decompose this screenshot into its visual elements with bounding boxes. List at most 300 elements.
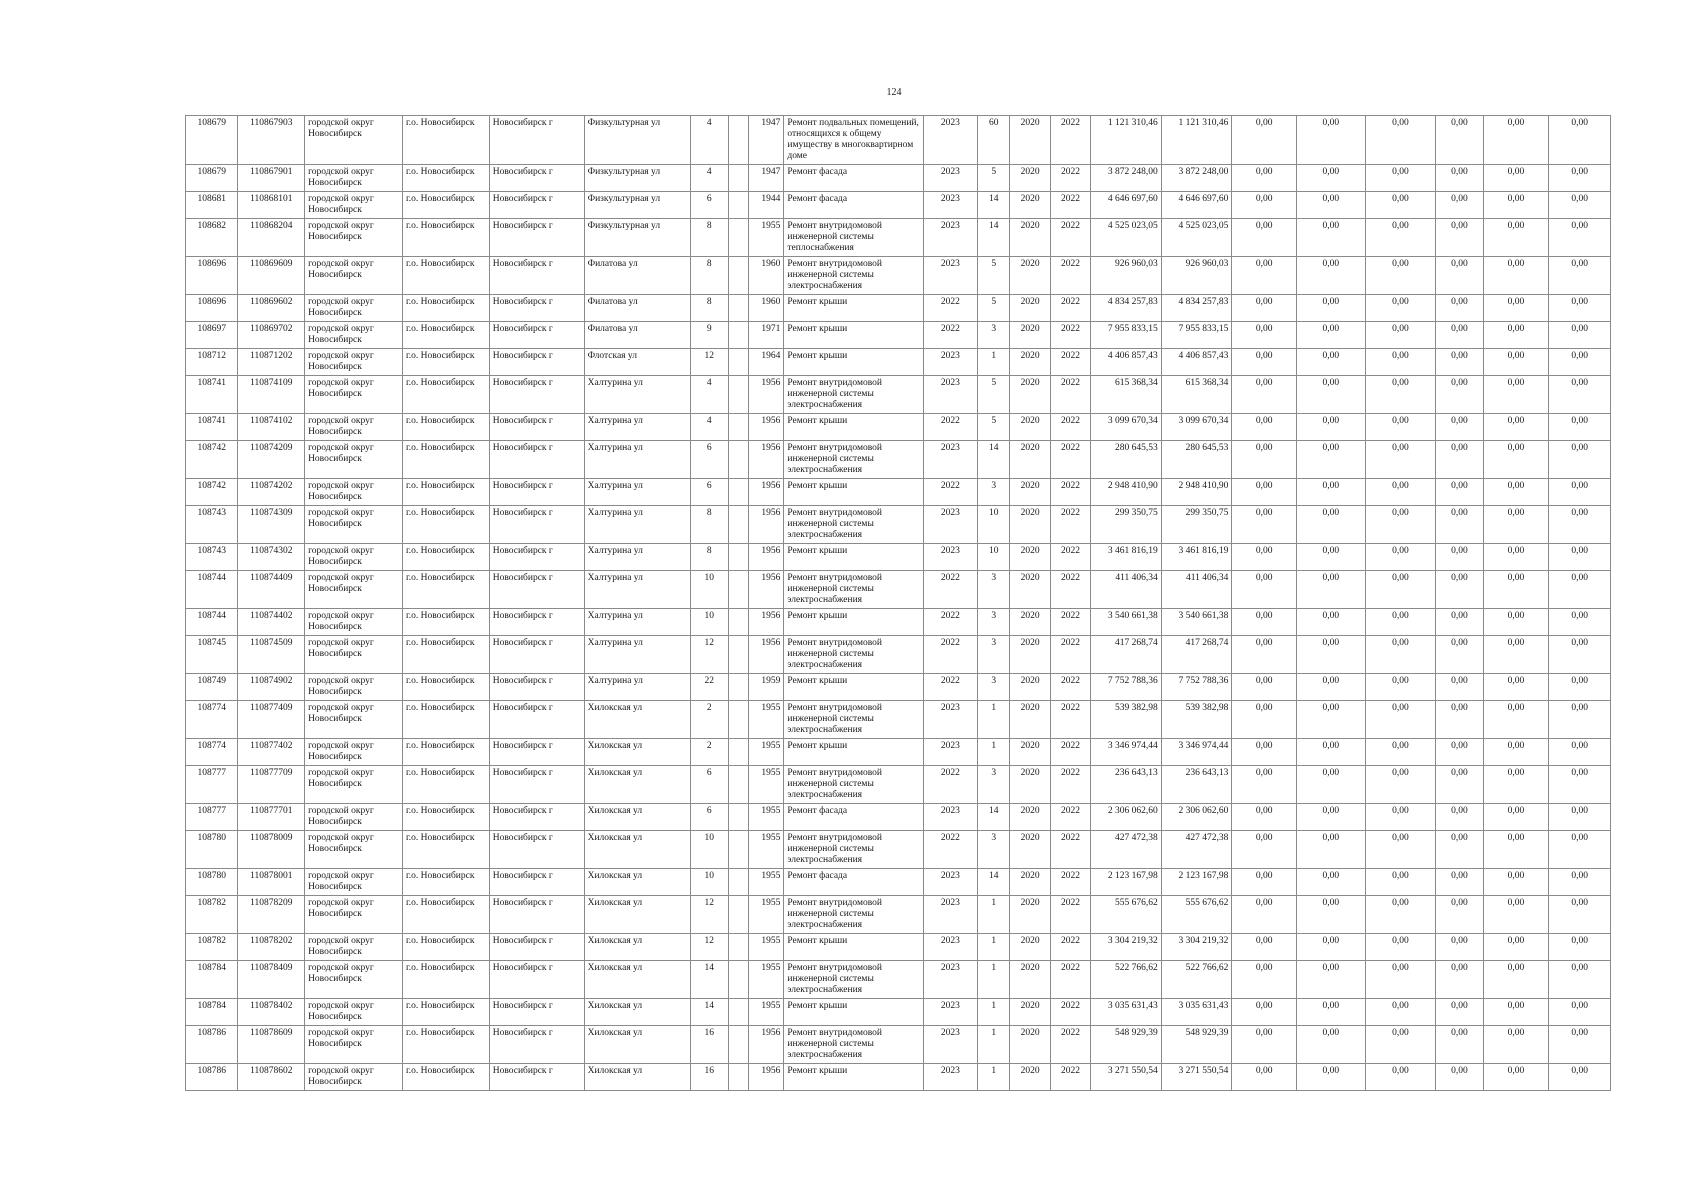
cell-work-type: Ремонт фасада	[784, 165, 923, 192]
cell-municipality: городской округ Новосибирск	[305, 869, 403, 896]
cell-regional-fund: 522 766,62	[1161, 961, 1232, 999]
cell-municipal-district: г.о. Новосибирск	[402, 349, 489, 376]
cell-extra-funds: 0,00	[1549, 219, 1611, 257]
cell-extra-funds: 0,00	[1549, 609, 1611, 636]
cell-plan-year: 2023	[923, 999, 977, 1026]
cell-total-cost: 417 268,74	[1091, 636, 1162, 674]
cell-regional-budget: 0,00	[1296, 295, 1365, 322]
cell-locality: Новосибирск г	[489, 961, 584, 999]
cell-program-id: 110868204	[238, 219, 305, 257]
cell-regional-budget: 0,00	[1296, 479, 1365, 506]
cell-federal-funds: 0,00	[1232, 295, 1297, 322]
cell-period-end: 2022	[1050, 609, 1090, 636]
cell-regional-fund: 548 929,39	[1161, 1026, 1232, 1064]
cell-year-built: 1956	[749, 571, 784, 609]
cell-building	[728, 869, 748, 896]
cell-plan-year: 2023	[923, 896, 977, 934]
cell-work-type: Ремонт крыши	[784, 674, 923, 701]
cell-period-start: 2020	[1010, 869, 1050, 896]
cell-owners-funds: 0,00	[1436, 441, 1483, 479]
cell-house-number: 22	[690, 674, 728, 701]
cell-federal-funds: 0,00	[1232, 116, 1297, 165]
cell-extra-funds: 0,00	[1549, 961, 1611, 999]
cell-house-id: 108682	[186, 219, 238, 257]
cell-street: Флотская ул	[584, 349, 690, 376]
cell-regional-budget: 0,00	[1296, 414, 1365, 441]
cell-period-end: 2022	[1050, 219, 1090, 257]
cell-federal-funds: 0,00	[1232, 739, 1297, 766]
cell-extra-funds: 0,00	[1549, 257, 1611, 295]
table-row	[186, 934, 1611, 961]
table-row	[186, 999, 1611, 1026]
cell-regional-budget: 0,00	[1296, 571, 1365, 609]
cell-regional-budget: 0,00	[1296, 441, 1365, 479]
cell-municipal-district: г.о. Новосибирск	[402, 479, 489, 506]
cell-regional-fund: 3 461 816,19	[1161, 544, 1232, 571]
cell-owners-funds: 0,00	[1436, 934, 1483, 961]
cell-total-cost: 926 960,03	[1091, 257, 1162, 295]
cell-total-cost: 2 123 167,98	[1091, 869, 1162, 896]
cell-federal-funds: 0,00	[1232, 1064, 1297, 1091]
cell-building	[728, 739, 748, 766]
cell-municipality: городской округ Новосибирск	[305, 609, 403, 636]
cell-total-cost: 3 035 631,43	[1091, 999, 1162, 1026]
cell-regional-fund: 615 368,34	[1161, 376, 1232, 414]
cell-other-funds: 0,00	[1483, 674, 1549, 701]
cell-municipal-district: г.о. Новосибирск	[402, 571, 489, 609]
cell-municipality: городской округ Новосибирск	[305, 701, 403, 739]
cell-municipal-district: г.о. Новосибирск	[402, 441, 489, 479]
cell-house-id: 108774	[186, 701, 238, 739]
cell-total-cost: 427 472,38	[1091, 831, 1162, 869]
cell-regional-fund: 3 346 974,44	[1161, 739, 1232, 766]
cell-year-built: 1955	[749, 701, 784, 739]
cell-regional-fund: 1 121 310,46	[1161, 116, 1232, 165]
cell-street: Хилокская ул	[584, 701, 690, 739]
cell-local-budget: 0,00	[1365, 934, 1436, 961]
cell-federal-funds: 0,00	[1232, 479, 1297, 506]
cell-street: Физкультурная ул	[584, 219, 690, 257]
cell-extra-funds: 0,00	[1549, 192, 1611, 219]
cell-local-budget: 0,00	[1365, 961, 1436, 999]
cell-regional-fund: 4 406 857,43	[1161, 349, 1232, 376]
cell-plan-year: 2023	[923, 116, 977, 165]
cell-municipal-district: г.о. Новосибирск	[402, 636, 489, 674]
cell-municipality: городской округ Новосибирск	[305, 804, 403, 831]
cell-municipal-district: г.о. Новосибирск	[402, 674, 489, 701]
cell-extra-funds: 0,00	[1549, 544, 1611, 571]
cell-municipality: городской округ Новосибирск	[305, 544, 403, 571]
cell-year-built: 1956	[749, 506, 784, 544]
cell-federal-funds: 0,00	[1232, 414, 1297, 441]
cell-work-type: Ремонт крыши	[784, 322, 923, 349]
cell-owners-funds: 0,00	[1436, 506, 1483, 544]
cell-building	[728, 219, 748, 257]
cell-extra-funds: 0,00	[1549, 934, 1611, 961]
cell-building	[728, 165, 748, 192]
cell-year-built: 1955	[749, 766, 784, 804]
cell-period-start: 2020	[1010, 831, 1050, 869]
cell-house-id: 108774	[186, 739, 238, 766]
table-body	[186, 116, 1611, 1091]
cell-ref-number: 1	[978, 896, 1010, 934]
cell-regional-fund: 411 406,34	[1161, 571, 1232, 609]
cell-work-type: Ремонт внутридомовой инженерной системы электроснабжения	[784, 896, 923, 934]
cell-street: Хилокская ул	[584, 934, 690, 961]
cell-extra-funds: 0,00	[1549, 506, 1611, 544]
cell-plan-year: 2023	[923, 961, 977, 999]
cell-locality: Новосибирск г	[489, 544, 584, 571]
cell-period-end: 2022	[1050, 961, 1090, 999]
cell-federal-funds: 0,00	[1232, 376, 1297, 414]
cell-other-funds: 0,00	[1483, 999, 1549, 1026]
cell-building	[728, 999, 748, 1026]
cell-building	[728, 544, 748, 571]
cell-ref-number: 60	[978, 116, 1010, 165]
cell-period-end: 2022	[1050, 349, 1090, 376]
cell-work-type: Ремонт внутридомовой инженерной системы электроснабжения	[784, 571, 923, 609]
cell-ref-number: 3	[978, 636, 1010, 674]
cell-locality: Новосибирск г	[489, 804, 584, 831]
table-row	[186, 766, 1611, 804]
cell-house-number: 12	[690, 636, 728, 674]
cell-house-id: 108744	[186, 609, 238, 636]
cell-regional-budget: 0,00	[1296, 766, 1365, 804]
cell-work-type: Ремонт внутридомовой инженерной системы электроснабжения	[784, 1026, 923, 1064]
cell-plan-year: 2022	[923, 831, 977, 869]
cell-ref-number: 1	[978, 961, 1010, 999]
cell-regional-budget: 0,00	[1296, 934, 1365, 961]
cell-period-end: 2022	[1050, 376, 1090, 414]
cell-plan-year: 2022	[923, 479, 977, 506]
cell-locality: Новосибирск г	[489, 295, 584, 322]
cell-extra-funds: 0,00	[1549, 376, 1611, 414]
cell-work-type: Ремонт крыши	[784, 609, 923, 636]
cell-building	[728, 766, 748, 804]
cell-street: Халтурина ул	[584, 636, 690, 674]
cell-year-built: 1956	[749, 414, 784, 441]
cell-house-id: 108749	[186, 674, 238, 701]
cell-work-type: Ремонт внутридомовой инженерной системы электроснабжения	[784, 701, 923, 739]
cell-municipality: городской округ Новосибирск	[305, 1064, 403, 1091]
cell-period-start: 2020	[1010, 295, 1050, 322]
cell-federal-funds: 0,00	[1232, 192, 1297, 219]
cell-program-id: 110869609	[238, 257, 305, 295]
cell-federal-funds: 0,00	[1232, 219, 1297, 257]
cell-house-id: 108786	[186, 1026, 238, 1064]
cell-extra-funds: 0,00	[1549, 999, 1611, 1026]
cell-program-id: 110869702	[238, 322, 305, 349]
cell-building	[728, 192, 748, 219]
cell-ref-number: 5	[978, 295, 1010, 322]
cell-building	[728, 674, 748, 701]
cell-period-end: 2022	[1050, 1026, 1090, 1064]
cell-federal-funds: 0,00	[1232, 999, 1297, 1026]
cell-work-type: Ремонт фасада	[784, 192, 923, 219]
page-number: 124	[886, 87, 902, 98]
cell-municipal-district: г.о. Новосибирск	[402, 376, 489, 414]
cell-municipality: городской округ Новосибирск	[305, 934, 403, 961]
cell-house-number: 10	[690, 831, 728, 869]
cell-work-type: Ремонт фасада	[784, 804, 923, 831]
cell-period-start: 2020	[1010, 961, 1050, 999]
cell-plan-year: 2023	[923, 349, 977, 376]
cell-regional-budget: 0,00	[1296, 1064, 1365, 1091]
cell-year-built: 1956	[749, 609, 784, 636]
cell-total-cost: 7 752 788,36	[1091, 674, 1162, 701]
cell-ref-number: 10	[978, 544, 1010, 571]
cell-owners-funds: 0,00	[1436, 831, 1483, 869]
cell-year-built: 1947	[749, 116, 784, 165]
cell-regional-budget: 0,00	[1296, 322, 1365, 349]
cell-local-budget: 0,00	[1365, 322, 1436, 349]
cell-locality: Новосибирск г	[489, 165, 584, 192]
cell-house-id: 108784	[186, 999, 238, 1026]
cell-building	[728, 257, 748, 295]
cell-owners-funds: 0,00	[1436, 674, 1483, 701]
cell-street: Хилокская ул	[584, 896, 690, 934]
cell-street: Халтурина ул	[584, 506, 690, 544]
cell-program-id: 110878602	[238, 1064, 305, 1091]
cell-period-start: 2020	[1010, 349, 1050, 376]
cell-municipal-district: г.о. Новосибирск	[402, 934, 489, 961]
cell-municipality: городской округ Новосибирск	[305, 414, 403, 441]
cell-work-type: Ремонт крыши	[784, 999, 923, 1026]
cell-year-built: 1956	[749, 1026, 784, 1064]
cell-plan-year: 2023	[923, 376, 977, 414]
cell-plan-year: 2022	[923, 295, 977, 322]
cell-regional-budget: 0,00	[1296, 674, 1365, 701]
cell-regional-fund: 2 123 167,98	[1161, 869, 1232, 896]
cell-house-number: 6	[690, 441, 728, 479]
cell-program-id: 110874102	[238, 414, 305, 441]
cell-period-start: 2020	[1010, 934, 1050, 961]
cell-regional-budget: 0,00	[1296, 544, 1365, 571]
cell-plan-year: 2022	[923, 609, 977, 636]
cell-program-id: 110874202	[238, 479, 305, 506]
cell-regional-fund: 7 955 833,15	[1161, 322, 1232, 349]
cell-program-id: 110869602	[238, 295, 305, 322]
cell-locality: Новосибирск г	[489, 1064, 584, 1091]
cell-local-budget: 0,00	[1365, 766, 1436, 804]
cell-period-start: 2020	[1010, 192, 1050, 219]
cell-house-number: 2	[690, 739, 728, 766]
cell-plan-year: 2023	[923, 165, 977, 192]
cell-work-type: Ремонт внутридомовой инженерной системы электроснабжения	[784, 376, 923, 414]
cell-building	[728, 506, 748, 544]
cell-period-start: 2020	[1010, 165, 1050, 192]
cell-locality: Новосибирск г	[489, 739, 584, 766]
cell-regional-budget: 0,00	[1296, 636, 1365, 674]
cell-total-cost: 2 306 062,60	[1091, 804, 1162, 831]
cell-owners-funds: 0,00	[1436, 165, 1483, 192]
cell-federal-funds: 0,00	[1232, 609, 1297, 636]
cell-other-funds: 0,00	[1483, 1064, 1549, 1091]
cell-municipal-district: г.о. Новосибирск	[402, 192, 489, 219]
cell-owners-funds: 0,00	[1436, 544, 1483, 571]
table-row	[186, 219, 1611, 257]
cell-program-id: 110874902	[238, 674, 305, 701]
cell-regional-fund: 4 646 697,60	[1161, 192, 1232, 219]
cell-house-number: 4	[690, 165, 728, 192]
cell-year-built: 1955	[749, 999, 784, 1026]
cell-other-funds: 0,00	[1483, 165, 1549, 192]
cell-federal-funds: 0,00	[1232, 896, 1297, 934]
cell-period-start: 2020	[1010, 1026, 1050, 1064]
cell-local-budget: 0,00	[1365, 349, 1436, 376]
cell-period-start: 2020	[1010, 506, 1050, 544]
cell-house-number: 14	[690, 961, 728, 999]
cell-house-number: 6	[690, 804, 728, 831]
cell-total-cost: 548 929,39	[1091, 1026, 1162, 1064]
cell-program-id: 110877409	[238, 701, 305, 739]
cell-local-budget: 0,00	[1365, 804, 1436, 831]
cell-regional-fund: 555 676,62	[1161, 896, 1232, 934]
cell-municipal-district: г.о. Новосибирск	[402, 219, 489, 257]
cell-year-built: 1944	[749, 192, 784, 219]
cell-locality: Новосибирск г	[489, 571, 584, 609]
cell-program-id: 110877701	[238, 804, 305, 831]
cell-locality: Новосибирск г	[489, 479, 584, 506]
cell-extra-funds: 0,00	[1549, 479, 1611, 506]
cell-locality: Новосибирск г	[489, 999, 584, 1026]
cell-municipal-district: г.о. Новосибирск	[402, 831, 489, 869]
cell-year-built: 1955	[749, 896, 784, 934]
cell-street: Халтурина ул	[584, 544, 690, 571]
cell-period-end: 2022	[1050, 441, 1090, 479]
cell-local-budget: 0,00	[1365, 116, 1436, 165]
table-row	[186, 414, 1611, 441]
cell-program-id: 110878202	[238, 934, 305, 961]
cell-locality: Новосибирск г	[489, 831, 584, 869]
cell-year-built: 1964	[749, 349, 784, 376]
cell-regional-budget: 0,00	[1296, 165, 1365, 192]
cell-period-end: 2022	[1050, 1064, 1090, 1091]
cell-street: Халтурина ул	[584, 609, 690, 636]
cell-year-built: 1955	[749, 869, 784, 896]
cell-municipality: городской округ Новосибирск	[305, 349, 403, 376]
cell-municipality: городской округ Новосибирск	[305, 831, 403, 869]
cell-other-funds: 0,00	[1483, 609, 1549, 636]
cell-house-number: 14	[690, 999, 728, 1026]
cell-program-id: 110878209	[238, 896, 305, 934]
cell-total-cost: 4 406 857,43	[1091, 349, 1162, 376]
table-row	[186, 116, 1611, 165]
cell-municipal-district: г.о. Новосибирск	[402, 739, 489, 766]
cell-ref-number: 1	[978, 701, 1010, 739]
cell-period-start: 2020	[1010, 376, 1050, 414]
cell-street: Филатова ул	[584, 322, 690, 349]
cell-year-built: 1971	[749, 322, 784, 349]
table-row	[186, 257, 1611, 295]
cell-building	[728, 896, 748, 934]
cell-locality: Новосибирск г	[489, 869, 584, 896]
cell-street: Хилокская ул	[584, 869, 690, 896]
cell-federal-funds: 0,00	[1232, 1026, 1297, 1064]
cell-local-budget: 0,00	[1365, 441, 1436, 479]
cell-work-type: Ремонт подвальных помещений, относящихся к общему имуществу в многоквартирном доме	[784, 116, 923, 165]
cell-regional-budget: 0,00	[1296, 999, 1365, 1026]
cell-regional-fund: 2 306 062,60	[1161, 804, 1232, 831]
cell-period-end: 2022	[1050, 322, 1090, 349]
table-row	[186, 961, 1611, 999]
cell-building	[728, 441, 748, 479]
cell-house-number: 4	[690, 116, 728, 165]
cell-period-end: 2022	[1050, 165, 1090, 192]
cell-federal-funds: 0,00	[1232, 441, 1297, 479]
cell-extra-funds: 0,00	[1549, 414, 1611, 441]
cell-work-type: Ремонт внутридомовой инженерной системы электроснабжения	[784, 441, 923, 479]
cell-regional-budget: 0,00	[1296, 831, 1365, 869]
cell-house-number: 8	[690, 544, 728, 571]
cell-year-built: 1955	[749, 219, 784, 257]
cell-work-type: Ремонт внутридомовой инженерной системы теплоснабжения	[784, 219, 923, 257]
cell-regional-fund: 3 872 248,00	[1161, 165, 1232, 192]
cell-owners-funds: 0,00	[1436, 479, 1483, 506]
cell-building	[728, 609, 748, 636]
cell-period-start: 2020	[1010, 257, 1050, 295]
cell-street: Халтурина ул	[584, 674, 690, 701]
cell-building	[728, 414, 748, 441]
cell-plan-year: 2023	[923, 804, 977, 831]
cell-federal-funds: 0,00	[1232, 831, 1297, 869]
cell-total-cost: 4 646 697,60	[1091, 192, 1162, 219]
cell-year-built: 1956	[749, 479, 784, 506]
cell-ref-number: 14	[978, 869, 1010, 896]
cell-extra-funds: 0,00	[1549, 571, 1611, 609]
cell-other-funds: 0,00	[1483, 376, 1549, 414]
table-row	[186, 869, 1611, 896]
cell-year-built: 1956	[749, 544, 784, 571]
cell-other-funds: 0,00	[1483, 831, 1549, 869]
table-row	[186, 441, 1611, 479]
cell-street: Хилокская ул	[584, 1064, 690, 1091]
cell-municipality: городской округ Новосибирск	[305, 322, 403, 349]
cell-period-start: 2020	[1010, 674, 1050, 701]
cell-plan-year: 2022	[923, 322, 977, 349]
cell-total-cost: 3 540 661,38	[1091, 609, 1162, 636]
cell-locality: Новосибирск г	[489, 376, 584, 414]
cell-municipality: городской округ Новосибирск	[305, 192, 403, 219]
cell-program-id: 110874302	[238, 544, 305, 571]
cell-federal-funds: 0,00	[1232, 544, 1297, 571]
cell-plan-year: 2023	[923, 506, 977, 544]
cell-total-cost: 3 271 550,54	[1091, 1064, 1162, 1091]
cell-owners-funds: 0,00	[1436, 192, 1483, 219]
cell-street: Хилокская ул	[584, 999, 690, 1026]
cell-local-budget: 0,00	[1365, 896, 1436, 934]
cell-year-built: 1960	[749, 295, 784, 322]
cell-other-funds: 0,00	[1483, 804, 1549, 831]
cell-period-end: 2022	[1050, 295, 1090, 322]
cell-house-id: 108786	[186, 1064, 238, 1091]
cell-regional-fund: 417 268,74	[1161, 636, 1232, 674]
table-row	[186, 636, 1611, 674]
cell-building	[728, 1026, 748, 1064]
cell-period-end: 2022	[1050, 804, 1090, 831]
cell-plan-year: 2023	[923, 934, 977, 961]
cell-street: Хилокская ул	[584, 961, 690, 999]
cell-street: Хилокская ул	[584, 804, 690, 831]
cell-ref-number: 5	[978, 414, 1010, 441]
cell-house-id: 108777	[186, 766, 238, 804]
cell-local-budget: 0,00	[1365, 1064, 1436, 1091]
cell-owners-funds: 0,00	[1436, 961, 1483, 999]
cell-other-funds: 0,00	[1483, 739, 1549, 766]
cell-house-number: 4	[690, 414, 728, 441]
cell-ref-number: 1	[978, 1064, 1010, 1091]
cell-local-budget: 0,00	[1365, 609, 1436, 636]
